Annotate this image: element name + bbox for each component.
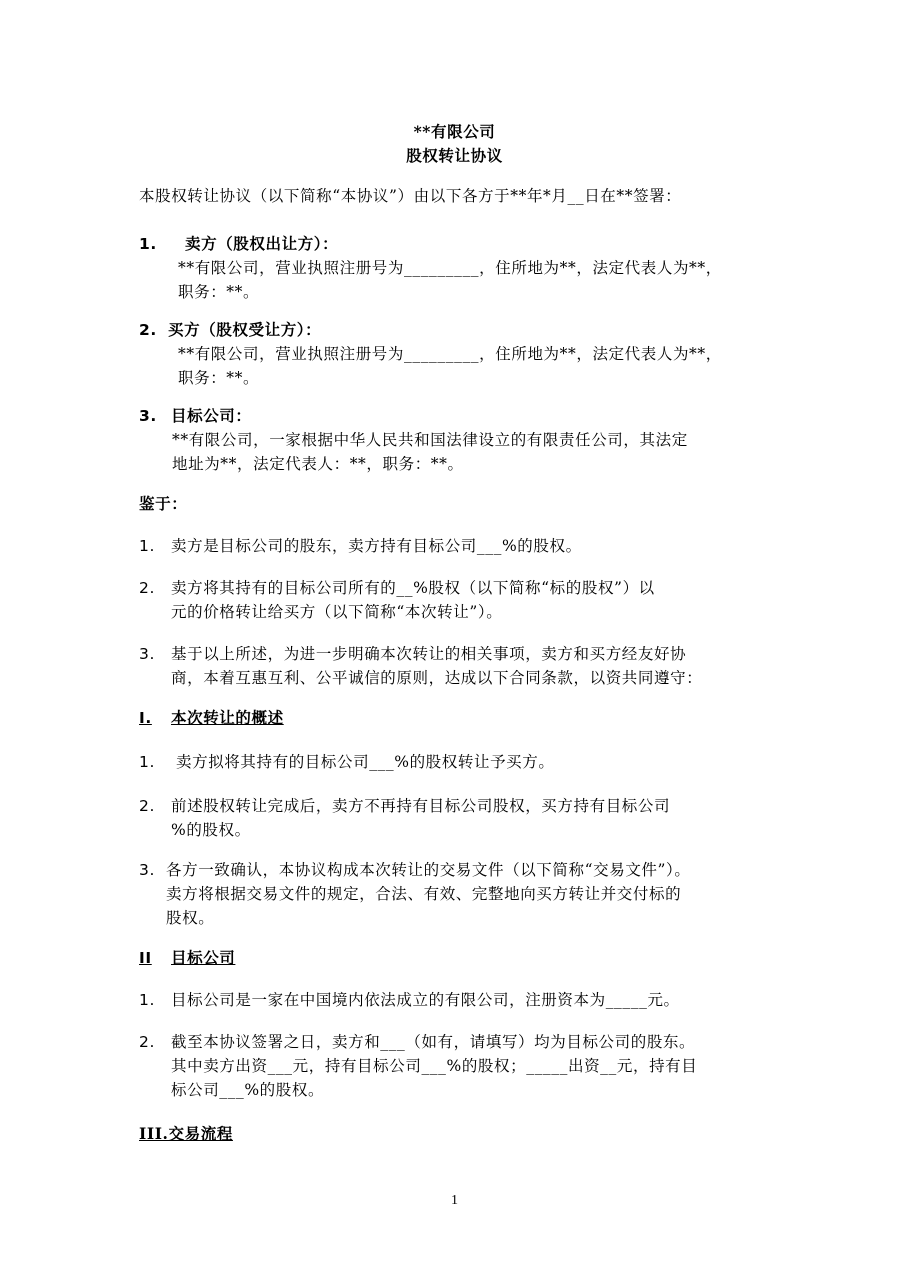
party-buyer-heading: 买方（股权受让方）： (168, 320, 322, 339)
section-1-item-number: 2. (139, 797, 155, 815)
section-2-item-number: 1. (139, 991, 155, 1009)
section-2-item-line: 截至本协议签署之日，卖方和___（如有，请填写）均为目标公司的股东。 (171, 1033, 696, 1051)
intro-paragraph: 本股权转让协议（以下简称“本协议”）由以下各方于**年*月__日在**签署： (139, 187, 682, 205)
whereas-item-line: 商，本着互惠互利、公平诚信的原则，达成以下合同条款，以资共同遵守： (171, 669, 703, 687)
party-target-line: 地址为**，法定代表人：**，职务：**。 (172, 455, 464, 473)
whereas-item-number: 2. (139, 579, 155, 597)
party-target-heading: 目标公司： (171, 406, 252, 425)
section-1-item-line: 前述股权转让完成后，卖方不再持有目标公司股权，买方持有目标公司 (171, 797, 671, 815)
party-buyer-number: 2. (139, 321, 157, 339)
whereas-item-line: 基于以上所述，为进一步明确本次转让的相关事项，卖方和买方经友好协 (171, 645, 687, 663)
party-target-number: 3. (139, 407, 157, 425)
whereas-item-line: 元的价格转让给买方（以下简称“本次转让”）。 (171, 603, 503, 621)
section-2-item-line: 标公司___%的股权。 (171, 1081, 325, 1099)
section-1-item-number: 1. (139, 753, 155, 771)
whereas-item-number: 1. (139, 537, 155, 555)
section-1-item-line: 卖方拟将其持有的目标公司___%的股权转让予买方。 (176, 753, 555, 771)
section-1-item-line: 卖方将根据交易文件的规定，合法、有效、完整地向买方转让并交付标的 (166, 885, 682, 903)
section-1-item-line: %的股权。 (171, 821, 251, 839)
section-3-title: III.交易流程 (139, 1124, 233, 1143)
section-1-item-line: 各方一致确认，本协议构成本次转让的交易文件（以下简称“交易文件”）。 (166, 861, 691, 879)
section-2-title: 目标公司 (171, 948, 236, 967)
section-1-number: I. (139, 709, 152, 727)
section-1-item-line: 股权。 (166, 909, 215, 927)
party-buyer-line: **有限公司，营业执照注册号为_________，住所地为**，法定代表人为**， (178, 345, 722, 363)
party-target-line: **有限公司，一家根据中华人民共和国法律设立的有限责任公司，其法定 (172, 431, 688, 449)
whereas-heading: 鉴于： (139, 494, 188, 513)
whereas-item-line: 卖方是目标公司的股东，卖方持有目标公司___%的股权。 (171, 537, 582, 555)
party-seller-line: 职务：**。 (178, 283, 260, 301)
section-2-item-line: 其中卖方出资___元，持有目标公司___%的股权；_____出资__元，持有目 (171, 1057, 698, 1075)
page-number: 1 (451, 1193, 458, 1208)
whereas-item-line: 卖方将其持有的目标公司所有的__%股权（以下简称“标的股权”）以 (171, 579, 655, 597)
party-seller-line: **有限公司，营业执照注册号为_________，住所地为**，法定代表人为**， (178, 259, 722, 277)
party-buyer-line: 职务：**。 (178, 369, 260, 387)
doc-title-agreement: 股权转让协议 (406, 146, 503, 165)
section-2-item-line: 目标公司是一家在中国境内依法成立的有限公司，注册资本为_____元。 (171, 991, 680, 1009)
doc-title-company: **有限公司 (413, 122, 496, 141)
section-2-number: II (139, 949, 152, 967)
whereas-item-number: 3. (139, 645, 155, 663)
section-1-item-number: 3. (139, 861, 155, 879)
section-1-title: 本次转让的概述 (171, 708, 284, 727)
party-seller-number: 1. (139, 235, 157, 253)
party-seller-heading: 卖方（股权出让方）： (185, 234, 339, 253)
section-2-item-number: 2. (139, 1033, 155, 1051)
